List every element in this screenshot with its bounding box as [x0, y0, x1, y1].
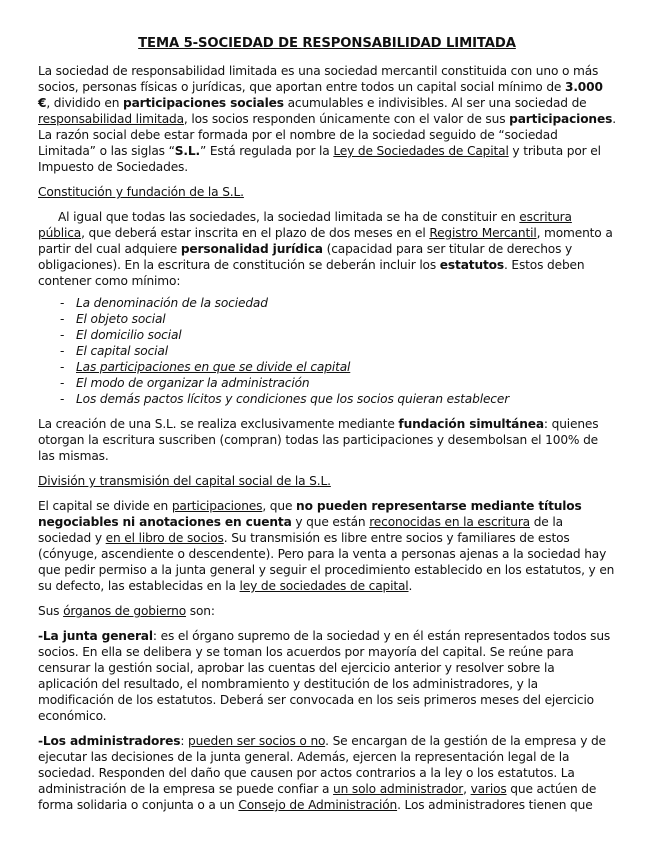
section-heading-division: División y transmisión del capital social de la S.L.	[38, 474, 331, 488]
participaciones: participaciones	[509, 112, 613, 126]
text: , que	[262, 499, 297, 513]
un-solo-administrador-link[interactable]: un solo administrador	[333, 782, 464, 796]
page-title: TEMA 5-SOCIEDAD DE RESPONSABILIDAD LIMITADA	[138, 36, 516, 51]
text: Al igual que todas las sociedades, la sociedad limitada se ha de constituir en	[58, 210, 520, 224]
administradores-label: -Los administradores	[38, 734, 181, 748]
list-item: - El modo de organizar la administración	[60, 375, 616, 391]
constitucion-paragraph	[38, 209, 616, 289]
text: . Los administradores tienen que	[397, 798, 593, 812]
text: :	[180, 734, 189, 748]
personalidad-juridica: personalidad jurídica	[180, 242, 323, 256]
participaciones-sociales: participaciones sociales	[123, 96, 284, 110]
text: , dividido en	[46, 96, 123, 110]
intro-paragraph	[38, 63, 616, 175]
organos-intro	[38, 603, 616, 619]
junta-general-paragraph	[38, 628, 616, 724]
document-page	[38, 36, 616, 822]
text: Sus	[38, 604, 64, 618]
text: acumulables e indivisibles. Al ser una sociedad de	[283, 96, 587, 110]
reconocidas-escritura-link[interactable]: reconocidas en la escritura	[369, 515, 530, 529]
ley-sociedades-link[interactable]: ley de sociedades de capital	[239, 579, 409, 593]
text: de la sociedad y	[38, 515, 563, 545]
text: , los socios responden únicamente con el valor de sus	[183, 112, 510, 126]
estatutos: estatutos	[439, 258, 504, 272]
text: . Su transmisión es libre entre socios y familiares de estos (cónyuge, ascendiente o descendente). Pero para la venta a personas ajenas a la sociedad hay que pedir permiso a la junta general y seguir el procedimiento establecido en los estatutos, y en su defecto, las establecidas en la	[38, 531, 615, 593]
junta-general-label: -La junta general	[38, 629, 153, 643]
siglas-sl: S.L.	[174, 144, 200, 158]
list-item[interactable]: - Las participaciones en que se divide el capital	[60, 359, 616, 375]
list-item: - El objeto social	[60, 311, 616, 327]
varios-link[interactable]: varios	[470, 782, 507, 796]
libro-socios-link[interactable]: en el libro de socios	[105, 531, 224, 545]
text: ,	[463, 782, 471, 796]
estatutos-list	[38, 295, 616, 407]
text: La creación de una S.L. se realiza exclusivamente mediante	[38, 417, 399, 431]
list-item: - Los demás pactos lícitos y condiciones que los socios quieran establecer	[60, 391, 616, 407]
no-pueden-representarse: no pueden representarse mediante títulos negociables ni anotaciones en cuenta	[38, 499, 582, 529]
text: que actúen de forma solidaria o conjunta o a un	[38, 782, 597, 812]
list-item: - La denominación de la sociedad	[60, 295, 616, 311]
text: y que están	[291, 515, 370, 529]
consejo-administracion-link[interactable]: Consejo de Administración	[238, 798, 398, 812]
text: . Se encargan de la gestión de la empresa y de ejecutar las decisiones de la junta general. Además, ejercen la representación legal de la sociedad. Responden del daño que causen por actos contrarios a la ley o los estatutos. La administración de la empresa se puede confiar a	[38, 734, 606, 796]
text: : es el órgano supremo de la sociedad y en él están representados todos sus socios. En ella se delibera y se toman los acuerdos por mayoría del capital. Se reúne para censurar la gestión social, aprobar las cuentas del ejercicio anterior y resolver sobre la aplicación del resultado, el nombramiento y destitución de los administradores, y la modificación de los estatutos. Deberá ser convocada en los seis primeros meses del ejercicio económico.	[38, 629, 611, 723]
text: . La razón social debe estar formada por el nombre de la sociedad seguido de “sociedad Limitada” o las siglas “	[38, 112, 616, 158]
pueden-ser-socios-link[interactable]: pueden ser socios o no	[188, 734, 326, 748]
text: El capital se divide en	[38, 499, 172, 513]
text: La sociedad de responsabilidad limitada es una sociedad mercantil constituida con uno o más socios, personas físicas o jurídicas, que aportan entre todos un capital social mínimo de	[38, 64, 599, 94]
text: , momento a partir del cual adquiere	[38, 226, 613, 256]
text: . Estos deben contener como mínimo:	[38, 258, 585, 288]
capital-minimo: 3.000 €	[38, 80, 603, 110]
administradores-paragraph	[38, 733, 616, 813]
ley-sociedades-capital-link[interactable]: Ley de Sociedades de Capital	[333, 144, 509, 158]
text: y tributa por el Impuesto de Sociedades.	[38, 144, 601, 174]
text: (capacidad para ser titular de derechos y obligaciones). En la escritura de constitución se deberán incluir los	[38, 242, 573, 272]
organos-gobierno-link[interactable]: órganos de gobierno	[63, 604, 187, 618]
text: ” Está regulada por la	[199, 144, 334, 158]
text: , que deberá estar inscrita en el plazo de dos meses en el	[81, 226, 430, 240]
list-item: - El domicilio social	[60, 327, 616, 343]
text: .	[408, 579, 413, 593]
division-paragraph	[38, 498, 616, 594]
fundacion-simultanea: fundación simultánea	[398, 417, 544, 431]
creacion-paragraph	[38, 416, 616, 464]
registro-mercantil-link[interactable]: Registro Mercantil	[429, 226, 537, 240]
escritura-publica-link[interactable]: escritura pública	[38, 210, 572, 240]
section-heading-constitucion: Constitución y fundación de la S.L.	[38, 185, 244, 199]
participaciones-link[interactable]: participaciones	[171, 499, 263, 513]
text: son:	[186, 604, 215, 618]
list-item: - El capital social	[60, 343, 616, 359]
responsabilidad-limitada-link[interactable]: responsabilidad limitada	[38, 112, 184, 126]
text: : quienes otorgan la escritura suscriben (compran) todas las participaciones y desembolsan el 100% de las mismas.	[38, 417, 599, 463]
